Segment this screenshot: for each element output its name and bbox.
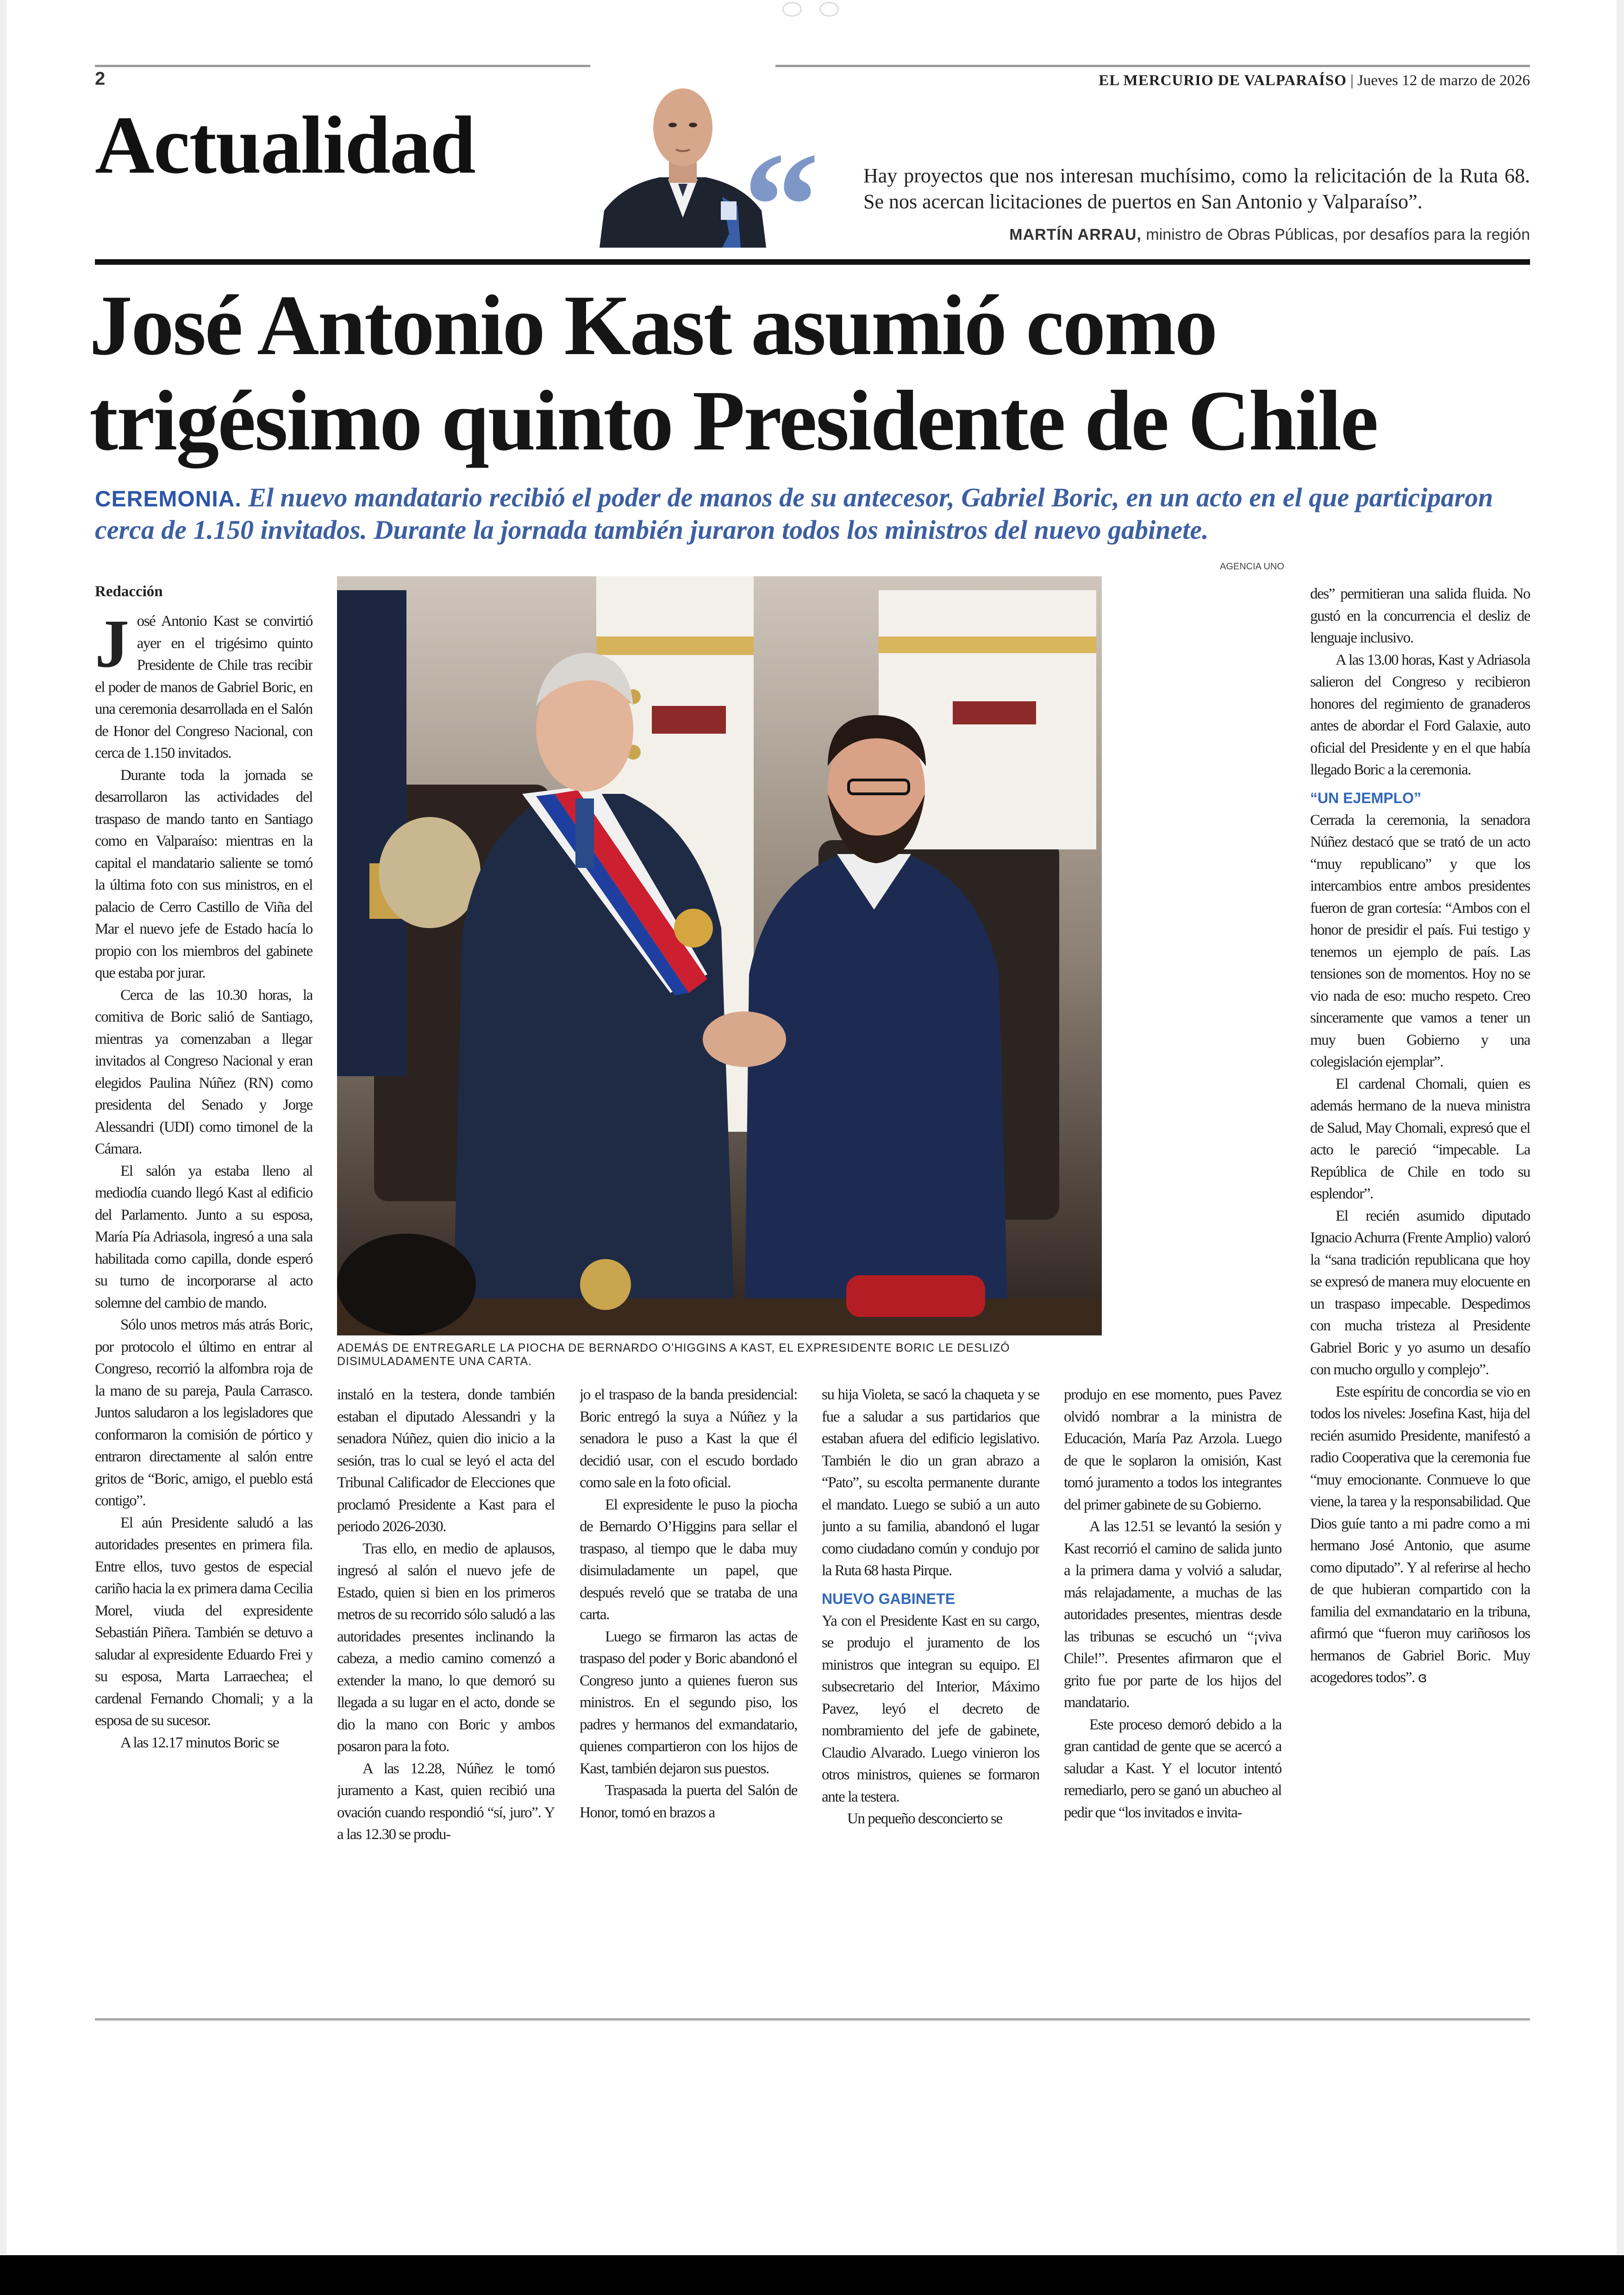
article-column-4 (822, 1384, 1039, 1907)
top-rule (95, 65, 1530, 67)
section-title: Actualidad (95, 99, 475, 191)
viewer-frame-right (1617, 0, 1624, 2254)
paragraph: Cerrada la ceremonia, la senadora Núñez destacó que se trató de un acto “muy republicano” y que los intercambios entre ambos presidentes fueron de gran cortesía: “Ambos con el honor de presidir el país. Fui testigo y tenemos un ejemplo de país. Las tensiones son de momentos. Hoy no se vio nada de eso: mucho respeto. Creo sinceramente que vamos a tener un muy buen Gobierno y una colegislación ejemplar”. (1310, 811, 1530, 1070)
paragraph: El expresidente le puso la piocha de Bernardo O’Higgins para sellar el traspaso, al tiempo que le daba muy disimuladamente un papel, que después reveló que se trataba de una carta. (580, 1496, 797, 1623)
paragraph: jo el traspaso de la banda presidencial: Boric entregó la suya a Núñez y la senadora le puso a Kast la que él decidió usar, con el escudo bordado como sale en la foto oficial. (580, 1386, 797, 1491)
paragraph: Traspasada la puerta del Salón de Honor, tomó en brazos a (580, 1782, 797, 1821)
page-number: 2 (95, 69, 106, 89)
newspaper-page (89, 0, 1530, 2037)
paragraph: su hija Violeta, se sacó la chaqueta y se fue a saludar a sus partidarios que estaban afuera del edificio legislativo. También le dio un gran abrazo a “Pato”, su escolta permanente durante el mandato. Luego se subió a un auto junto a su familia, abandonó el lugar como ciudadano común y condujo por la Ruta 68 hasta Pirque. (822, 1386, 1039, 1579)
paragraph: Tras ello, en medio de aplausos, ingresó al salón el nuevo jefe de Estado, quien si bien en los primeros metros de su recorrido sólo saludó a las autoridades presentes inclinando la cabeza, a medio camino comenzó a extender la mano, lo que demoró su llegada a su lugar en el acto, donde se dio la mano con Boric y ambos posaron para la foto. (337, 1540, 555, 1755)
subhead-un-ejemplo: “UN EJEMPLO” (1310, 789, 1422, 806)
masthead (1099, 72, 1530, 89)
paragraph: Ya con el Presidente Kast en su cargo, se produjo el juramento de los ministros que integran su equipo. El subsecretario del Interior, Máximo Pavez, leyó el decreto de nombramiento del jefe de gabinete, Claudio Alvarado. Luego vinieron los otros ministros, quienes se formaron ante la testera. (822, 1612, 1039, 1805)
article-column-6 (1310, 583, 1530, 1907)
headline-rule (95, 259, 1530, 265)
paragraph: El cardenal Chomali, quien es además hermano de la nueva ministra de Salud, May Chomali, expresó que el acto le pareció “impecable. La República de Chile en todo su esplendor”. (1310, 1075, 1530, 1202)
paragraph: Luego se firmaron las actas de traspaso del poder y Boric abandonó el Congreso junto a quienes fueron sus ministros. En el segundo piso, los padres y hermanos del exmandatario, quienes compartieron con los hijos de Kast, también dejaron sus puestos. (580, 1628, 797, 1777)
pull-quote-author: MARTÍN ARRAU, (1009, 226, 1142, 243)
article-column-3 (580, 1384, 797, 1907)
lede-text: El nuevo mandatario recibió el poder de manos de su antecesor, Gabriel Boric, en un acto en el que participaron cerca de 1.150 invitados. Durante la jornada también juraron todos los ministros del nuevo gabinete. (95, 482, 1493, 545)
paragraph: Un pequeño desconcierto se (847, 1810, 1002, 1827)
issue-date: | Jueves 12 de marzo de 2026 (1350, 72, 1530, 89)
article-column-5 (1064, 1384, 1281, 1907)
pull-quote-author-role: ministro de Obras Públicas, por desafíos para la región (1141, 226, 1530, 243)
paragraph: A las 12.17 minutos Boric se (120, 1734, 279, 1751)
headline-line-2: trigésimo quinto Presidente de Chile (89, 373, 1377, 468)
newspaper-name: EL MERCURIO DE VALPARAÍSO (1099, 72, 1347, 89)
paragraph: El recién asumido diputado Ignacio Achurra (Frente Amplio) valoró la “sana tradición republicana que hoy se expresó de manera muy elocuente en un traspaso impecable. Despedimos con mucha tristeza al Presidente Gabriel Boric y yo asumo un desafío con mucho orgullo y complejo”. (1310, 1207, 1530, 1378)
headline-line-1: José Antonio Kast asumió como (89, 278, 1217, 373)
pull-quote-attribution (1009, 226, 1530, 244)
lede (95, 481, 1530, 546)
paragraph: Cerca de las 10.30 horas, la comitiva de Boric salió de Santiago, mientras ya comenzaban a llegar invitados al Congreso Nacional y eran elegidos Paulina Núñez (RN) como presidenta del Senado y Jorge Alessandri (UDI) como timonel de la Cámara. (95, 986, 312, 1157)
quote-mark-icon: “ (743, 121, 819, 290)
paragraph: des” permitieran una salida fluida. No gustó en la concurrencia el desliz de lenguaje inclusivo. (1310, 586, 1530, 646)
viewer-bottom-bar (0, 2255, 1624, 2295)
paragraph: A las 12.28, Núñez le tomó juramento a Kast, quien recibió una ovación cuando respondió “sí, juro”. Y a las 12.30 se produ- (337, 1760, 555, 1843)
byline: Redacción (95, 583, 163, 600)
article-column-1 (95, 583, 312, 1907)
drop-cap: J (95, 606, 129, 682)
paragraph: El salón ya estaba lleno al mediodía cuando llegó Kast al edificio del Parlamento. Junto a su esposa, María Pía Adriasola, ingresó a una sala habilitada como capilla, donde esperó su turno de incorporarse al acto solemne del cambio de mando. (95, 1162, 312, 1311)
photo-caption: ADEMÁS DE ENTREGARLE LA PIOCHA DE BERNARDO O’HIGGINS A KAST, EL EXPRESIDENTE BORIC LE DESLIZÓ DISIMULADAMENTE UNA CARTA. (337, 1341, 1010, 1368)
headline (89, 278, 1534, 468)
subhead-nuevo-gabinete: NUEVO GABINETE (822, 1590, 956, 1607)
pull-quote-text: Hay proyectos que nos interesan muchísimo, como la relicitación de la Ruta 68. Se nos acercan licitaciones de puertos en San Antonio y Valparaíso”. (863, 164, 1530, 213)
photo-credit: AGENCIA UNO (1220, 561, 1284, 572)
paragraph: Este proceso demoró debido a la gran cantidad de gente que se acercó a saludar a Kast. Y el locutor intentó remediarlo, pero se ganó un abucheo al pedir que “los invitados e invita- (1064, 1716, 1281, 1821)
main-photo (337, 576, 1102, 1335)
paragraph: Sólo unos metros más atrás Boric, por protocolo el último en entrar al Congreso, recorrió la alfombra roja de la mano de su pareja, Paula Carrasco. Juntos saludaron a los legisladores que conformaron la comisión de pórtico y entraron directamente al salón entre gritos de “Boric, amigo, el pueblo está contigo”. (95, 1316, 312, 1509)
paragraph: José Antonio Kast se convirtió ayer en el trigésimo quinto Presidente de Chile tras recibir el poder de manos de Gabriel Boric, en una ceremonia desarrollada en el Salón de Honor del Congreso Nacional, con cerca de 1.150 invitados. (95, 606, 312, 761)
end-mark-icon: ɞ (1418, 1670, 1427, 1686)
article-column-2 (337, 1384, 555, 1907)
paragraph: produjo en ese momento, pues Pavez olvidó nombrar a la ministra de Educación, María Paz Arzola. Luego de que le soplaron la omisión, Kast tomó juramento a todos los integrantes del primer gabinete de su Gobierno. (1064, 1386, 1281, 1513)
paragraph: El aún Presidente saludó a las autoridades presentes en primera fila. Entre ellos, tuvo gestos de especial cariño hacia la ex primera dama Cecilia Morel, viuda del expresidente Sebastián Piñera. También se detuvo a saludar al expresidente Eduardo Frei y su esposa, Marta Larraechea; el cardenal Fernando Chomali; y a la esposa de su sucesor. (95, 1514, 312, 1729)
paragraph: A las 13.00 horas, Kast y Adriasola salieron del Congreso y recibieron honores del regimiento de granaderos antes de abordar el Ford Galaxie, auto oficial del Presidente y en el que había llegado Boric a la ceremonia. (1310, 651, 1530, 778)
paragraph: Durante toda la jornada se desarrollaron las actividades del traspaso de mando tanto en Santiago como en Valparaíso: mientras en la capital el mandatario saliente se tomó la última foto con sus ministros, en el palacio de Cerro Castillo de Viña del Mar el nuevo jefe de Estado hacía lo propio con los miembros del gabinete que estaba por jurar. (95, 767, 312, 981)
viewer-frame-left (0, 0, 6, 2254)
bottom-rule (95, 2018, 1530, 2021)
paragraph: Este espíritu de concordia se vio en todos los niveles: Josefina Kast, hija del recién asumido Presidente, manifestó a radio Cooperativa que la ceremonia fue “muy emocionante. Conmueve lo que viene, la tarea y la responsabilidad. Que Dios guíe tanto a mi padre como a mi hermano José Antonio, que asume como diputado”. Y al referirse al hecho de que hubieran compartido con la familia del exmandatario en la tribuna, afirmó que “fueron muy cariñosos los hermanos de Gabriel Boric. Muy acogedores todos”. ɞ (1310, 1383, 1530, 1686)
paragraph: instaló en la testera, donde también estaban el diputado Alessandri y la senadora Núñez, quien dio inicio a la sesión, tras lo cual se leyó el acta del Tribunal Calificador de Elecciones que proclamó Presidente a Kast para el periodo 2026-2030. (337, 1386, 555, 1535)
lede-kicker: CEREMONIA. (95, 487, 242, 511)
paragraph: A las 12.51 se levantó la sesión y Kast recorrió el camino de salida junto a la primera dama y volvió a saludar, más relajadamente, a muchas de las autoridades presentes, mientras desde las tribunas se escuchó un “¡viva Chile!”. Presentes afirmaron que el grito fue por parte de los hijos del mandatario. (1064, 1518, 1281, 1711)
